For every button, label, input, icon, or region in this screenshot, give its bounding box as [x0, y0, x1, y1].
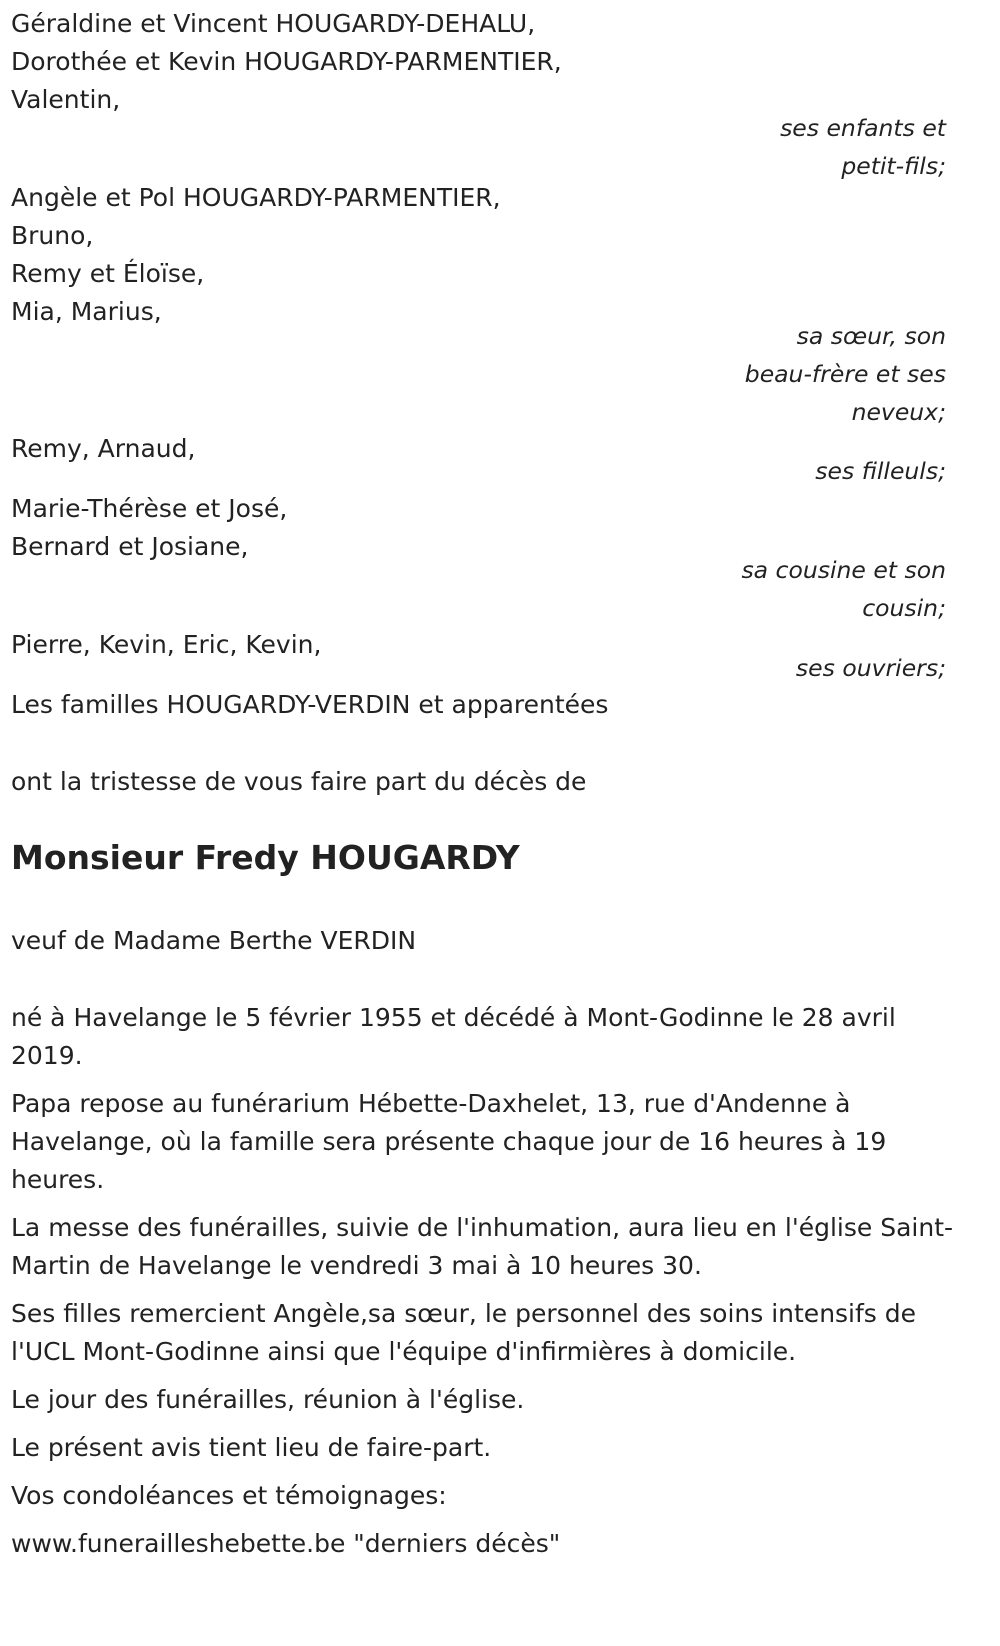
details-section — [11, 999, 971, 1563]
relation-label: sa sœur, son beau-frère et ses neveux; — [744, 322, 946, 426]
family-name-line: Remy, Arnaud, — [11, 434, 196, 463]
thanks-paragraph: Ses filles remercient Angèle,sa sœur, le personnel des soins intensifs de l'UCL Mont-Godinne ainsi que l'équipe d'infirmières à domicile. — [11, 1299, 917, 1366]
deceased-name: Monsieur Fredy HOUGARDY — [11, 838, 520, 877]
family-name-line: Dorothée et Kevin HOUGARDY-PARMENTIER, — [11, 47, 562, 76]
birth-death-paragraph: né à Havelange le 5 février 1955 et décédé à Mont-Godinne le 28 avril 2019. — [11, 1003, 896, 1070]
condolences-paragraph: Vos condoléances et témoignages: — [11, 1481, 447, 1510]
funerarium-paragraph: Papa repose au funérarium Hébette-Daxhelet, 13, rue d'Andenne à Havelange, où la famille sera présente chaque jour de 16 heures à 19 heures. — [11, 1089, 887, 1194]
family-group-workers — [11, 626, 946, 682]
meeting-paragraph: Le jour des funérailles, réunion à l'église. — [11, 1385, 525, 1414]
family-name-line: Pierre, Kevin, Eric, Kevin, — [11, 630, 322, 659]
families-line: Les familles HOUGARDY-VERDIN et apparentées — [11, 690, 609, 719]
widower-line: veuf de Madame Berthe VERDIN — [11, 926, 417, 955]
family-name-line: Bruno, — [11, 221, 94, 250]
family-group-godchildren — [11, 430, 946, 485]
relation-label: ses enfants et petit-fils; — [780, 114, 946, 180]
announcement-text: ont la tristesse de vous faire part du décès de — [11, 767, 587, 796]
family-name-line: Remy et Éloïse, — [11, 259, 205, 288]
family-name-line: Angèle et Pol HOUGARDY-PARMENTIER, — [11, 183, 501, 212]
obituary-notice — [11, 0, 986, 1646]
relation-label: sa cousine et son cousin; — [741, 556, 946, 622]
family-name-line: Bernard et Josiane, — [11, 532, 249, 561]
family-name-line: Mia, Marius, — [11, 297, 162, 326]
notice-paragraph: Le présent avis tient lieu de faire-part. — [11, 1433, 492, 1462]
funeral-mass-paragraph: La messe des funérailles, suivie de l'inhumation, aura lieu en l'église Saint-Martin de Havelange le vendredi 3 mai à 10 heures 30. — [11, 1213, 954, 1280]
family-name-line: Géraldine et Vincent HOUGARDY-DEHALU, — [11, 9, 536, 38]
family-group-children — [11, 5, 946, 180]
family-group-cousins — [11, 490, 946, 622]
relation-label: ses filleuls; — [815, 457, 946, 485]
relation-label: ses ouvriers; — [795, 654, 946, 682]
family-group-sister — [11, 179, 946, 426]
family-name-line: Valentin, — [11, 85, 121, 114]
website-link[interactable]: www.funerailleshebette.be "derniers décès" — [11, 1529, 561, 1558]
family-name-line: Marie-Thérèse et José, — [11, 494, 288, 523]
